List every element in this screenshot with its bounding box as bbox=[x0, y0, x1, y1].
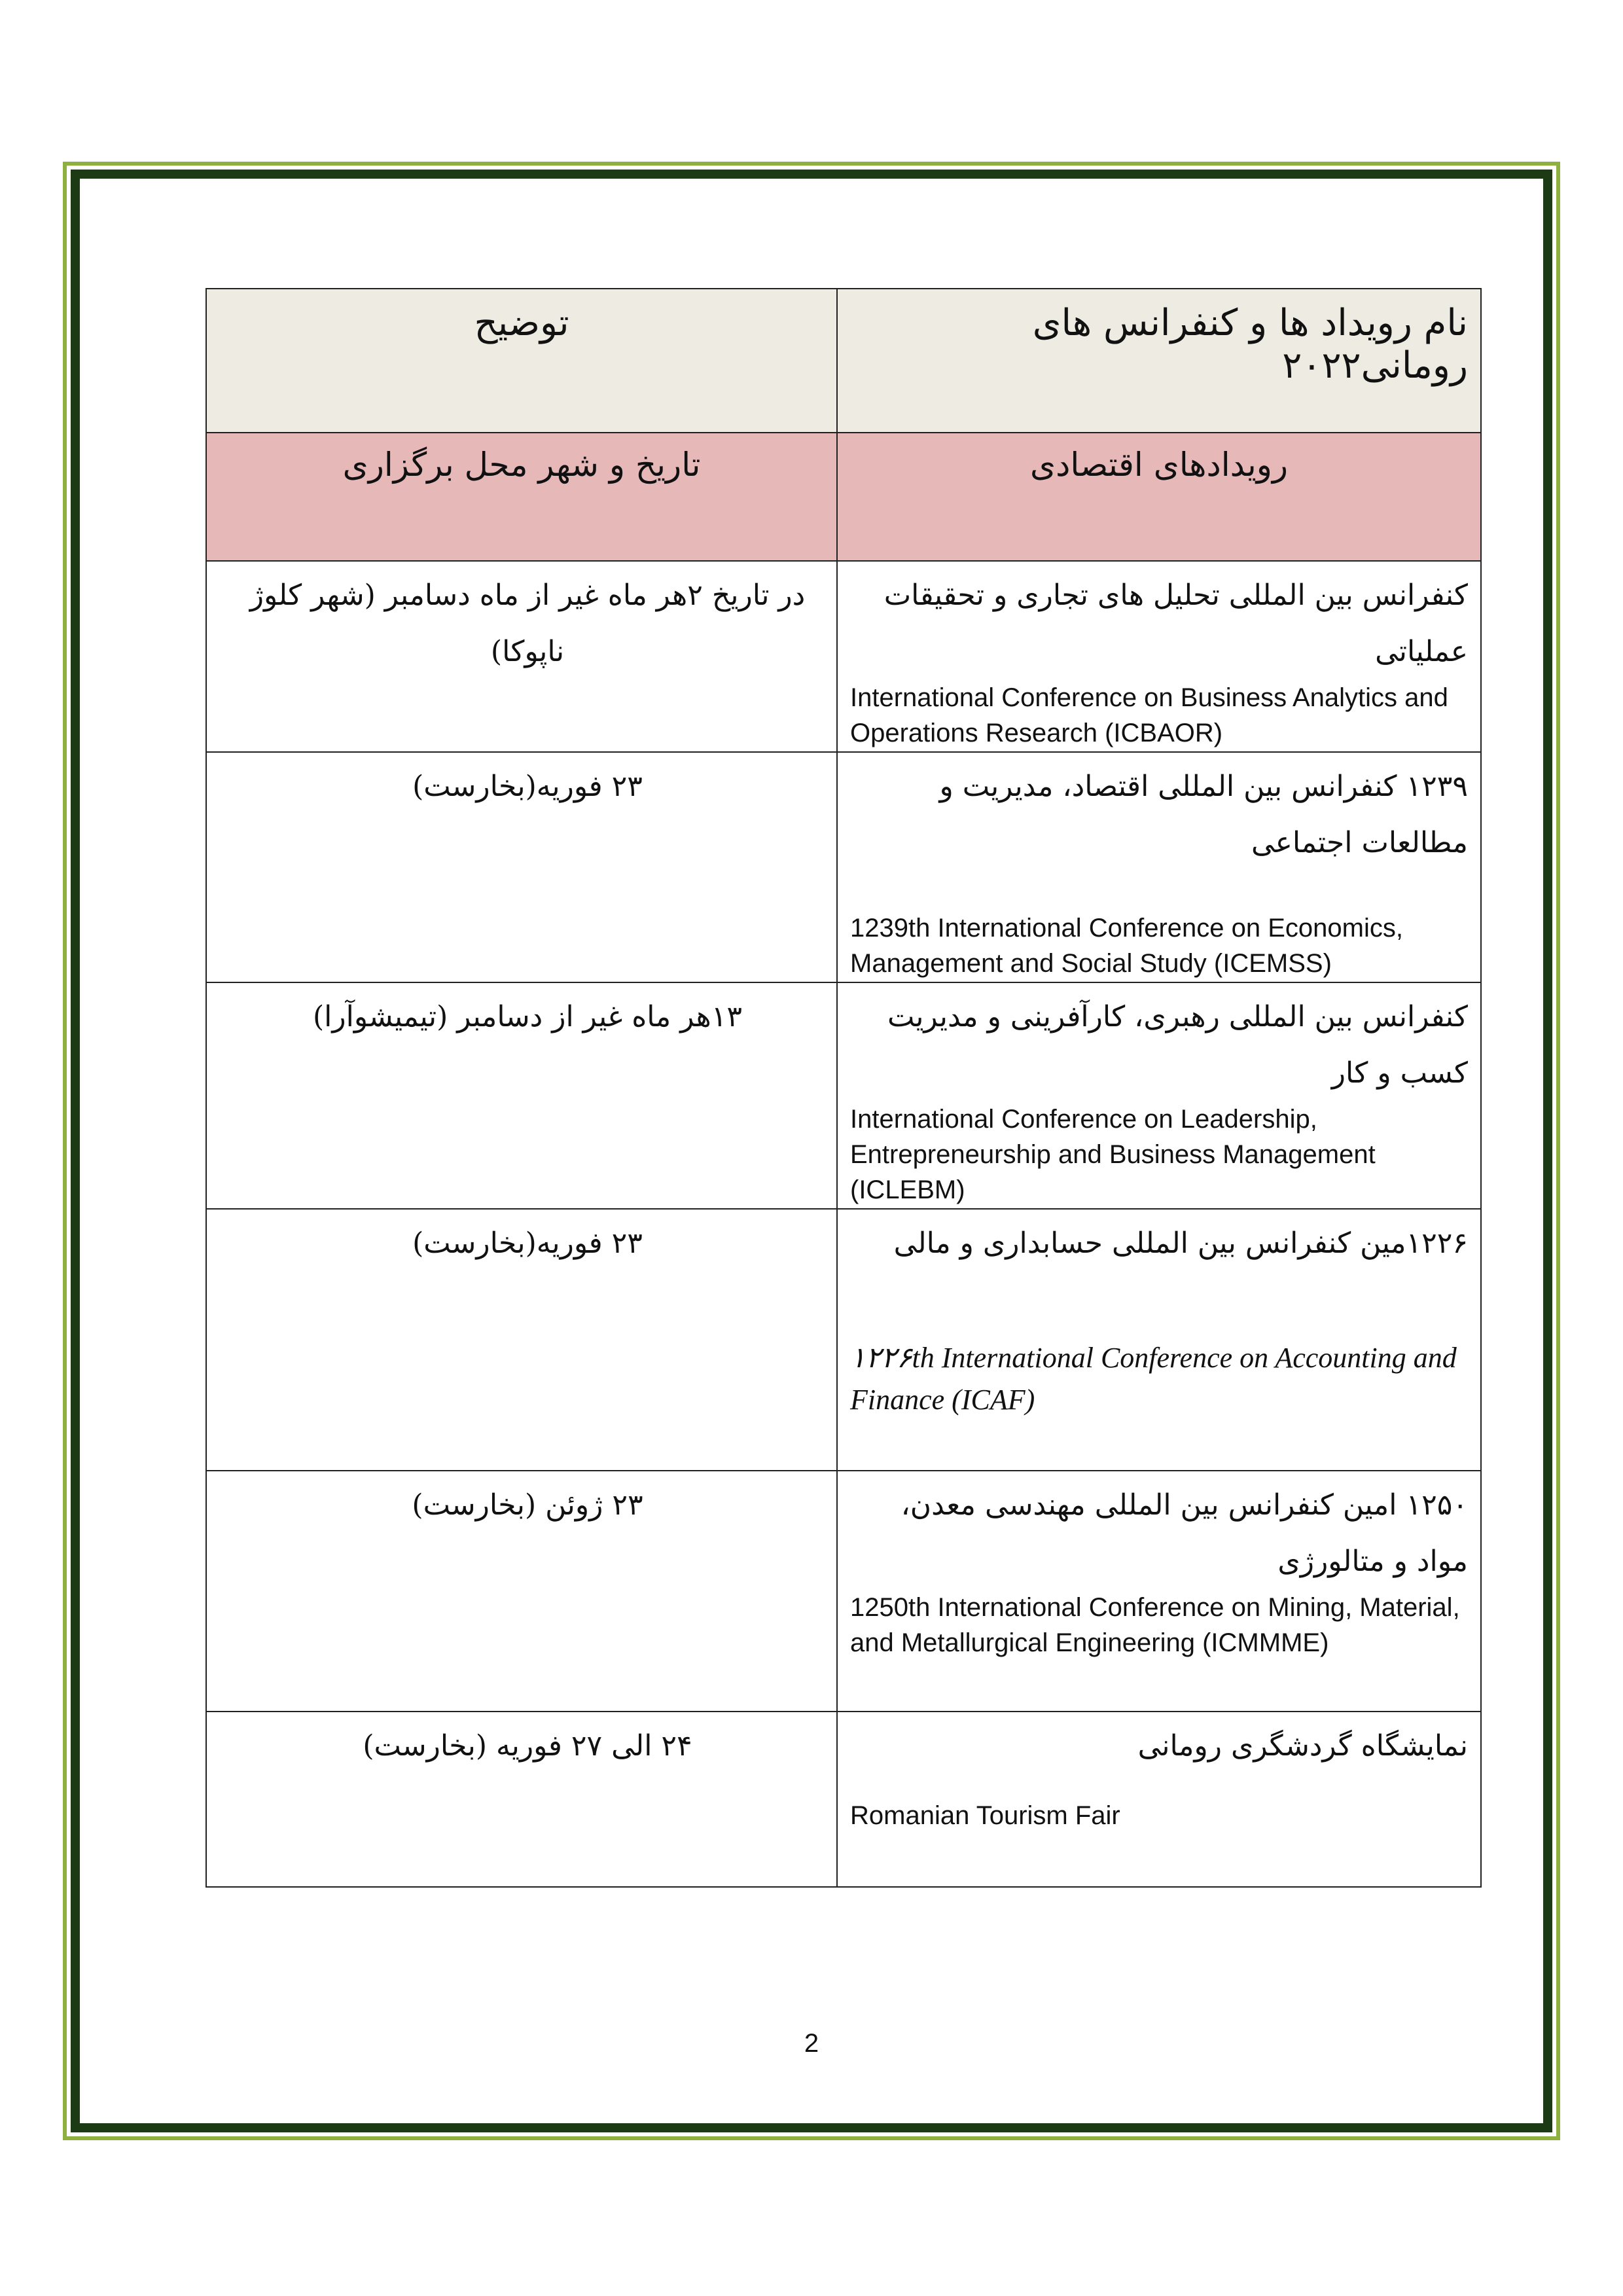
event-date-location: ۱۳هر ماه غیر از دسامبر (تیمیشوآرا) bbox=[313, 1000, 742, 1033]
table-row bbox=[206, 1471, 1481, 1712]
header-name-label: نام رویداد ها و کنفرانس های رومانی۲۰۲۲ bbox=[1032, 302, 1468, 387]
header-desc-label: توضیح bbox=[474, 302, 569, 344]
table-row bbox=[206, 752, 1481, 982]
event-date-location: ۲۳ فوریه(بخارست) bbox=[412, 770, 643, 803]
subheader-name-cell bbox=[837, 433, 1481, 561]
event-name-english: 1250th International Conference on Mining, Material, and Metallurgical Engineering (ICMMME) bbox=[850, 1593, 1460, 1657]
event-name-persian: نمایشگاه گردشگری رومانی bbox=[1137, 1729, 1468, 1763]
event-date-location: ۲۳ فوریه(بخارست) bbox=[412, 1227, 643, 1260]
event-name-english: Romanian Tourism Fair bbox=[850, 1801, 1120, 1830]
event-desc-cell bbox=[206, 1712, 837, 1887]
table-subheader-row bbox=[206, 433, 1481, 561]
header-desc-cell bbox=[206, 289, 837, 433]
subheader-name-label: رویدادهای اقتصادی bbox=[1029, 446, 1289, 484]
subheader-desc-label: تاریخ و شهر محل برگزاری bbox=[342, 446, 701, 484]
event-date-location: ۲۳ ژوئن (بخارست) bbox=[412, 1488, 643, 1522]
event-name-english: International Conference on Leadership, Entrepreneurship and Business Management (ICLEBM) bbox=[850, 1105, 1376, 1204]
event-name-persian: ۱۲۳۹ کنفرانس بین المللی اقتصاد، مدیریت و مطالعات اجتماعی bbox=[939, 770, 1468, 859]
event-name-english: ۱۲۲۶th International Conference on Accounting and Finance (ICAF) bbox=[850, 1342, 1457, 1416]
event-name-english: 1239th International Conference on Economics, Management and Social Study (ICEMSS) bbox=[850, 914, 1403, 978]
event-name-cell bbox=[837, 752, 1481, 982]
event-name-persian: کنفرانس بین المللی رهبری، کارآفرینی و مدیریت کسب و کار bbox=[887, 1000, 1468, 1090]
event-name-cell bbox=[837, 1712, 1481, 1887]
event-date-location: ۲۴ الی ۲۷ فوریه (بخارست) bbox=[363, 1729, 692, 1763]
table-row bbox=[206, 1209, 1481, 1471]
event-name-cell bbox=[837, 982, 1481, 1209]
event-name-cell bbox=[837, 1471, 1481, 1712]
subheader-desc-cell bbox=[206, 433, 837, 561]
event-desc-cell bbox=[206, 1209, 837, 1471]
event-desc-cell bbox=[206, 982, 837, 1209]
header-name-cell bbox=[837, 289, 1481, 433]
event-desc-cell bbox=[206, 1471, 837, 1712]
table-row bbox=[206, 561, 1481, 752]
event-desc-cell bbox=[206, 752, 837, 982]
event-name-cell bbox=[837, 1209, 1481, 1471]
event-date-location: در تاریخ ۲هر ماه غیر از ماه دسامبر (شهر کلوژ ناپوکا) bbox=[249, 579, 806, 668]
events-table bbox=[205, 288, 1482, 1888]
event-name-persian: کنفرانس بین المللی تحلیل های تجاری و تحقیقات عملیاتی bbox=[883, 579, 1468, 668]
event-name-persian: ۱۲۵۰ امین کنفرانس بین المللی مهندسی معدن، مواد و متالورژی bbox=[901, 1488, 1468, 1578]
table-row bbox=[206, 1712, 1481, 1887]
table-row bbox=[206, 982, 1481, 1209]
table-header-row bbox=[206, 289, 1481, 433]
event-name-cell bbox=[837, 561, 1481, 752]
page-number: 2 bbox=[804, 2029, 819, 2058]
event-name-english: International Conference on Business Analytics and Operations Research (ICBAOR) bbox=[850, 683, 1448, 747]
event-desc-cell bbox=[206, 561, 837, 752]
event-name-persian: ۱۲۲۶مین کنفرانس بین المللی حسابداری و مالی bbox=[893, 1227, 1468, 1260]
